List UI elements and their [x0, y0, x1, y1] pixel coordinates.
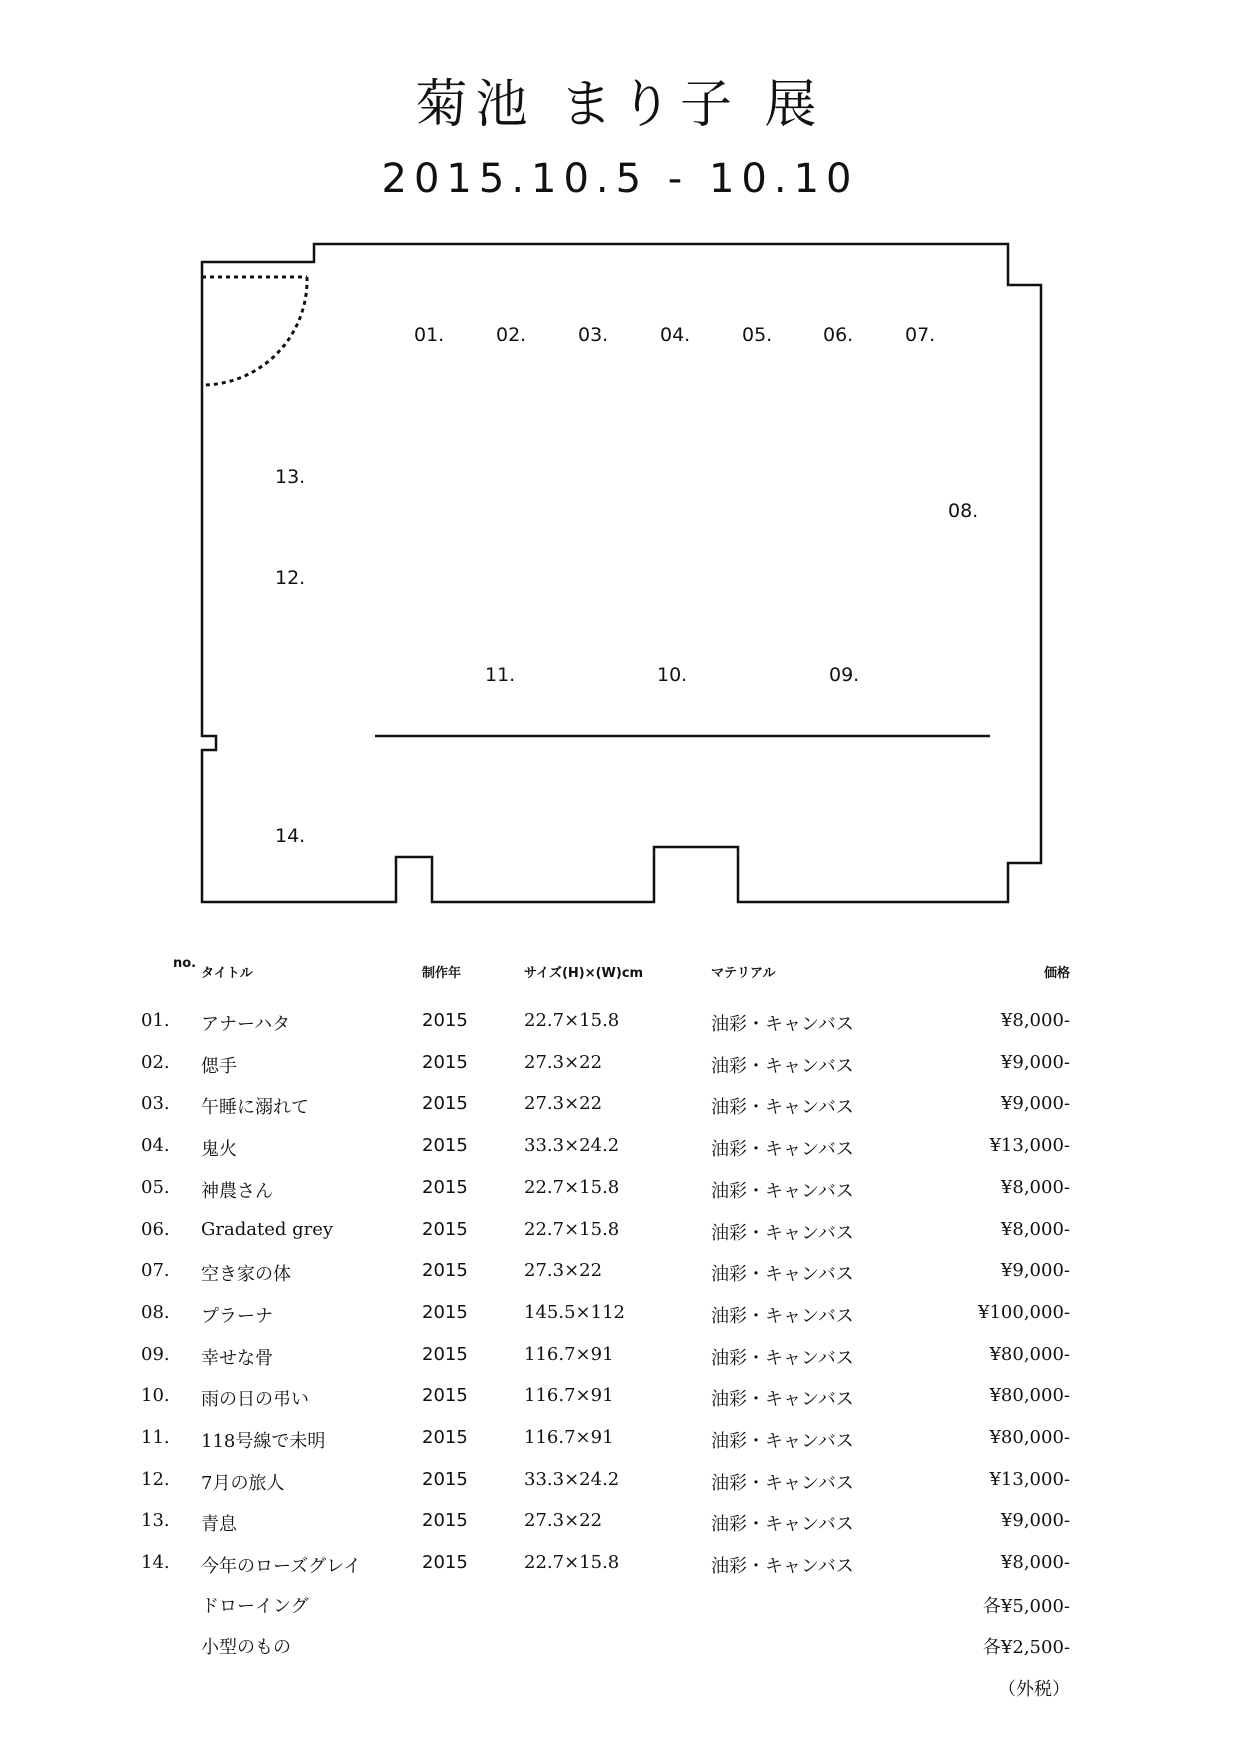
- row-title: プラーナ: [201, 1305, 273, 1327]
- header-price: 価格: [1043, 966, 1070, 981]
- header-year: 制作年: [422, 966, 462, 981]
- table-row: [0, 1093, 1240, 1127]
- table-row: [0, 1552, 1240, 1586]
- row-price: ¥9,000-: [1000, 1260, 1070, 1282]
- row-size: 116.7×91: [524, 1343, 614, 1365]
- position-label-08: 08.: [948, 500, 979, 522]
- row-material: 油彩・キャンバス: [711, 1514, 854, 1536]
- row-year: 2015: [422, 1427, 468, 1448]
- row-material: 油彩・キャンバス: [711, 1180, 854, 1202]
- row-price: ¥100,000-: [978, 1301, 1070, 1323]
- row-price: ¥13,000-: [989, 1135, 1070, 1157]
- row-year: 2015: [422, 1176, 468, 1198]
- row-no: 11.: [141, 1427, 170, 1448]
- position-label-04: 04.: [660, 324, 691, 346]
- row-year: 2015: [422, 1468, 468, 1490]
- row-price: ¥80,000-: [989, 1385, 1070, 1407]
- row-material: 油彩・キャンバス: [711, 1264, 854, 1286]
- exhibition-title: 菊池 まり子 展: [415, 75, 825, 135]
- row-size: 33.3×24.2: [524, 1468, 620, 1490]
- row-price: ¥80,000-: [989, 1427, 1070, 1448]
- row-price: ¥8,000-: [1000, 1218, 1070, 1240]
- row-title: Gradated grey: [201, 1218, 334, 1240]
- position-label-10: 10.: [657, 664, 688, 686]
- header-material: マテリアル: [711, 966, 776, 981]
- extra-price-small: 各¥2,500-: [982, 1637, 1070, 1658]
- row-material: 油彩・キャンバス: [711, 1431, 854, 1452]
- row-material: 油彩・キャンバス: [711, 1097, 854, 1119]
- row-year: 2015: [422, 1010, 468, 1031]
- row-year: 2015: [422, 1051, 468, 1073]
- table-row: [0, 1052, 1240, 1086]
- row-size: 33.3×24.2: [524, 1135, 620, 1157]
- row-size: 22.7×15.8: [524, 1552, 620, 1574]
- row-no: 03.: [141, 1093, 170, 1115]
- table-row: [0, 1469, 1240, 1503]
- table-row: [0, 1260, 1240, 1294]
- position-label-12: 12.: [275, 567, 306, 589]
- row-size: 27.3×22: [524, 1051, 603, 1073]
- position-label-11: 11.: [485, 664, 516, 686]
- row-size: 145.5×112: [524, 1301, 625, 1323]
- row-material: 油彩・キャンバス: [711, 1472, 854, 1494]
- row-year: 2015: [422, 1218, 468, 1240]
- row-title: 神農さん: [201, 1180, 273, 1202]
- row-title: 午睡に溺れて: [201, 1097, 309, 1119]
- extra-title-drawing: ドローイング: [201, 1596, 309, 1617]
- row-material: 油彩・キャンバス: [711, 1347, 854, 1369]
- row-year: 2015: [422, 1552, 468, 1574]
- row-size: 27.3×22: [524, 1260, 603, 1282]
- extra-price-drawing: 各¥5,000-: [982, 1596, 1070, 1617]
- table-row: [0, 1010, 1240, 1044]
- position-label-13: 13.: [275, 466, 306, 488]
- row-no: 04.: [141, 1135, 170, 1157]
- table-row: [0, 1219, 1240, 1253]
- table-row: [0, 1177, 1240, 1211]
- position-label-03: 03.: [578, 324, 609, 346]
- row-material: 油彩・キャンバス: [711, 1014, 854, 1035]
- position-label-14: 14.: [275, 825, 306, 847]
- row-title: 鬼火: [201, 1139, 237, 1161]
- row-year: 2015: [422, 1260, 468, 1282]
- tax-note: （外税）: [998, 1679, 1070, 1700]
- row-year: 2015: [422, 1093, 468, 1115]
- row-price: ¥13,000-: [989, 1468, 1070, 1490]
- position-label-02: 02.: [496, 324, 527, 346]
- row-price: ¥9,000-: [1000, 1051, 1070, 1073]
- row-size: 27.3×22: [524, 1510, 603, 1532]
- row-price: ¥9,000-: [1000, 1093, 1070, 1115]
- table-row: [0, 1385, 1240, 1419]
- position-label-07: 07.: [905, 324, 936, 346]
- row-year: 2015: [422, 1385, 468, 1407]
- header-size: サイズ(H)×(W)cm: [524, 966, 644, 981]
- row-material: 油彩・キャンバス: [711, 1139, 854, 1161]
- position-label-06: 06.: [823, 324, 854, 346]
- row-no: 02.: [141, 1051, 170, 1073]
- table-row: [0, 1302, 1240, 1336]
- row-no: 05.: [141, 1176, 170, 1198]
- row-title: 雨の日の弔い: [201, 1389, 309, 1411]
- row-title: 幸せな骨: [201, 1347, 273, 1369]
- row-title: 7月の旅人: [201, 1472, 285, 1494]
- row-material: 油彩・キャンバス: [711, 1305, 854, 1327]
- row-price: ¥8,000-: [1000, 1010, 1070, 1031]
- row-year: 2015: [422, 1301, 468, 1323]
- row-size: 22.7×15.8: [524, 1010, 620, 1031]
- row-no: 10.: [141, 1385, 170, 1407]
- row-price: ¥80,000-: [989, 1343, 1070, 1365]
- row-size: 116.7×91: [524, 1385, 614, 1407]
- row-no: 08.: [141, 1301, 170, 1323]
- row-price: ¥8,000-: [1000, 1552, 1070, 1574]
- row-price: ¥8,000-: [1000, 1176, 1070, 1198]
- position-label-01: 01.: [414, 324, 445, 346]
- row-material: 油彩・キャンバス: [711, 1055, 854, 1077]
- position-label-05: 05.: [742, 324, 773, 346]
- row-no: 14.: [141, 1552, 170, 1574]
- row-size: 22.7×15.8: [524, 1176, 620, 1198]
- table-row: [0, 1344, 1240, 1378]
- row-price: ¥9,000-: [1000, 1510, 1070, 1532]
- header-no: no.: [173, 956, 197, 971]
- extra-title-small: 小型のもの: [201, 1637, 291, 1658]
- row-material: 油彩・キャンバス: [711, 1556, 854, 1578]
- exhibition-dates: 2015.10.5 - 10.10: [381, 156, 859, 202]
- row-size: 22.7×15.8: [524, 1218, 620, 1240]
- row-no: 13.: [141, 1510, 170, 1532]
- table-row: [0, 1510, 1240, 1544]
- row-no: 01.: [141, 1010, 170, 1031]
- row-no: 07.: [141, 1260, 170, 1282]
- row-year: 2015: [422, 1510, 468, 1532]
- row-title: 空き家の体: [201, 1264, 291, 1286]
- table-row: [0, 1135, 1240, 1169]
- row-year: 2015: [422, 1135, 468, 1157]
- row-title: 偲手: [201, 1055, 237, 1077]
- row-no: 06.: [141, 1218, 170, 1240]
- position-label-09: 09.: [829, 664, 860, 686]
- row-title: アナーハタ: [201, 1014, 291, 1035]
- row-year: 2015: [422, 1343, 468, 1365]
- row-size: 116.7×91: [524, 1427, 614, 1448]
- header-title: タイトル: [201, 966, 253, 981]
- row-material: 油彩・キャンバス: [711, 1222, 854, 1244]
- row-no: 12.: [141, 1468, 170, 1490]
- row-material: 油彩・キャンバス: [711, 1389, 854, 1411]
- door-swing: [202, 277, 307, 385]
- row-no: 09.: [141, 1343, 170, 1365]
- row-title: 青息: [201, 1514, 237, 1536]
- row-title: 今年のローズグレイ: [201, 1556, 362, 1578]
- row-title: 118号線で未明: [201, 1431, 326, 1452]
- table-row: [0, 1427, 1240, 1461]
- row-size: 27.3×22: [524, 1093, 603, 1115]
